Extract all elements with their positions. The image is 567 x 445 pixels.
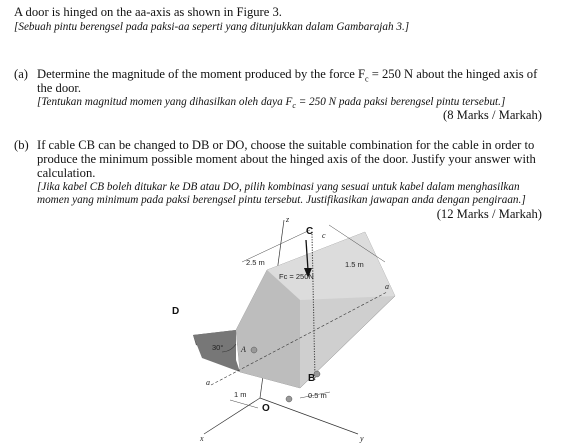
dim-label-2-5m: 2.5 m bbox=[246, 258, 265, 267]
dim-label-1-5m: 1.5 m bbox=[345, 260, 364, 269]
axis-y-label: y bbox=[360, 434, 364, 443]
part-b-line-3: calculation. bbox=[37, 166, 96, 180]
part-a-line-1-end: = 250 N about the hinged axis of bbox=[368, 67, 538, 81]
axis-z-label: z bbox=[286, 215, 290, 224]
axis-a-right-label: a bbox=[385, 282, 389, 291]
part-a-line-2: the door. bbox=[37, 81, 82, 95]
y-axis-line bbox=[260, 398, 358, 434]
point-c-small-label: c bbox=[322, 231, 326, 240]
force-label: Fc = 250N bbox=[279, 272, 314, 281]
part-b-malay-2: momen yang minimum pada paksi berengsel pintu tersebut. Justifikasikan jawapan anda dengan pengiraan.] bbox=[37, 194, 526, 206]
dim-line-bottom-left bbox=[230, 400, 258, 408]
x-axis-line bbox=[204, 398, 260, 434]
part-a-malay-end: = 250 N pada paksi berengsel pintu tersebut.] bbox=[295, 96, 506, 108]
angle-label-30deg: 30° bbox=[212, 343, 224, 352]
part-b-malay-1: [Jika kabel CB boleh ditukar ke DB atau DO, pilih kombinasi yang sesuai untuk kabel dalam menghasilkan bbox=[37, 181, 520, 193]
intro-line-1: A door is hinged on the aa-axis as shown in Figure 3. bbox=[14, 5, 282, 19]
point-o-label: O bbox=[262, 403, 270, 414]
point-c-label: C bbox=[306, 226, 314, 237]
hinge-a-marker bbox=[251, 347, 257, 353]
point-d-label: D bbox=[172, 306, 180, 317]
axis-x-label: x bbox=[200, 434, 204, 443]
dim-label-0-5m: 0.5 m bbox=[308, 391, 327, 400]
axis-a-left-label: a bbox=[206, 378, 210, 387]
intro-line-2-malay: [Sebuah pintu berengsel pada paksi-aa seperti yang ditunjukkan dalam Gambarajah 3.] bbox=[14, 21, 410, 33]
part-a-line-1-text: Determine the magnitude of the moment produced by the force F bbox=[37, 67, 366, 81]
part-b-marks: (12 Marks / Markah) bbox=[436, 207, 542, 221]
hinge-b-marker bbox=[286, 396, 292, 402]
dim-label-1m: 1 m bbox=[234, 390, 247, 399]
part-b-line-2: produce the minimum possible moment about the hinged axis of the door. Justify your answer with bbox=[37, 152, 536, 166]
point-b-label: B bbox=[308, 373, 316, 384]
part-a-force-subscript: c bbox=[365, 74, 369, 84]
part-a-marks: (8 Marks / Markah) bbox=[443, 108, 542, 122]
part-a-malay-subscript: c bbox=[292, 101, 296, 111]
part-a-malay-text: [Tentukan magnitud momen yang dihasilkan oleh daya F bbox=[37, 96, 293, 108]
point-a-label: A bbox=[241, 345, 246, 354]
part-b-label: (b) bbox=[14, 138, 29, 152]
part-a-label: (a) bbox=[14, 67, 28, 81]
part-b-line-1: If cable CB can be changed to DB or DO, choose the suitable combination for the cable in order to bbox=[37, 138, 535, 152]
